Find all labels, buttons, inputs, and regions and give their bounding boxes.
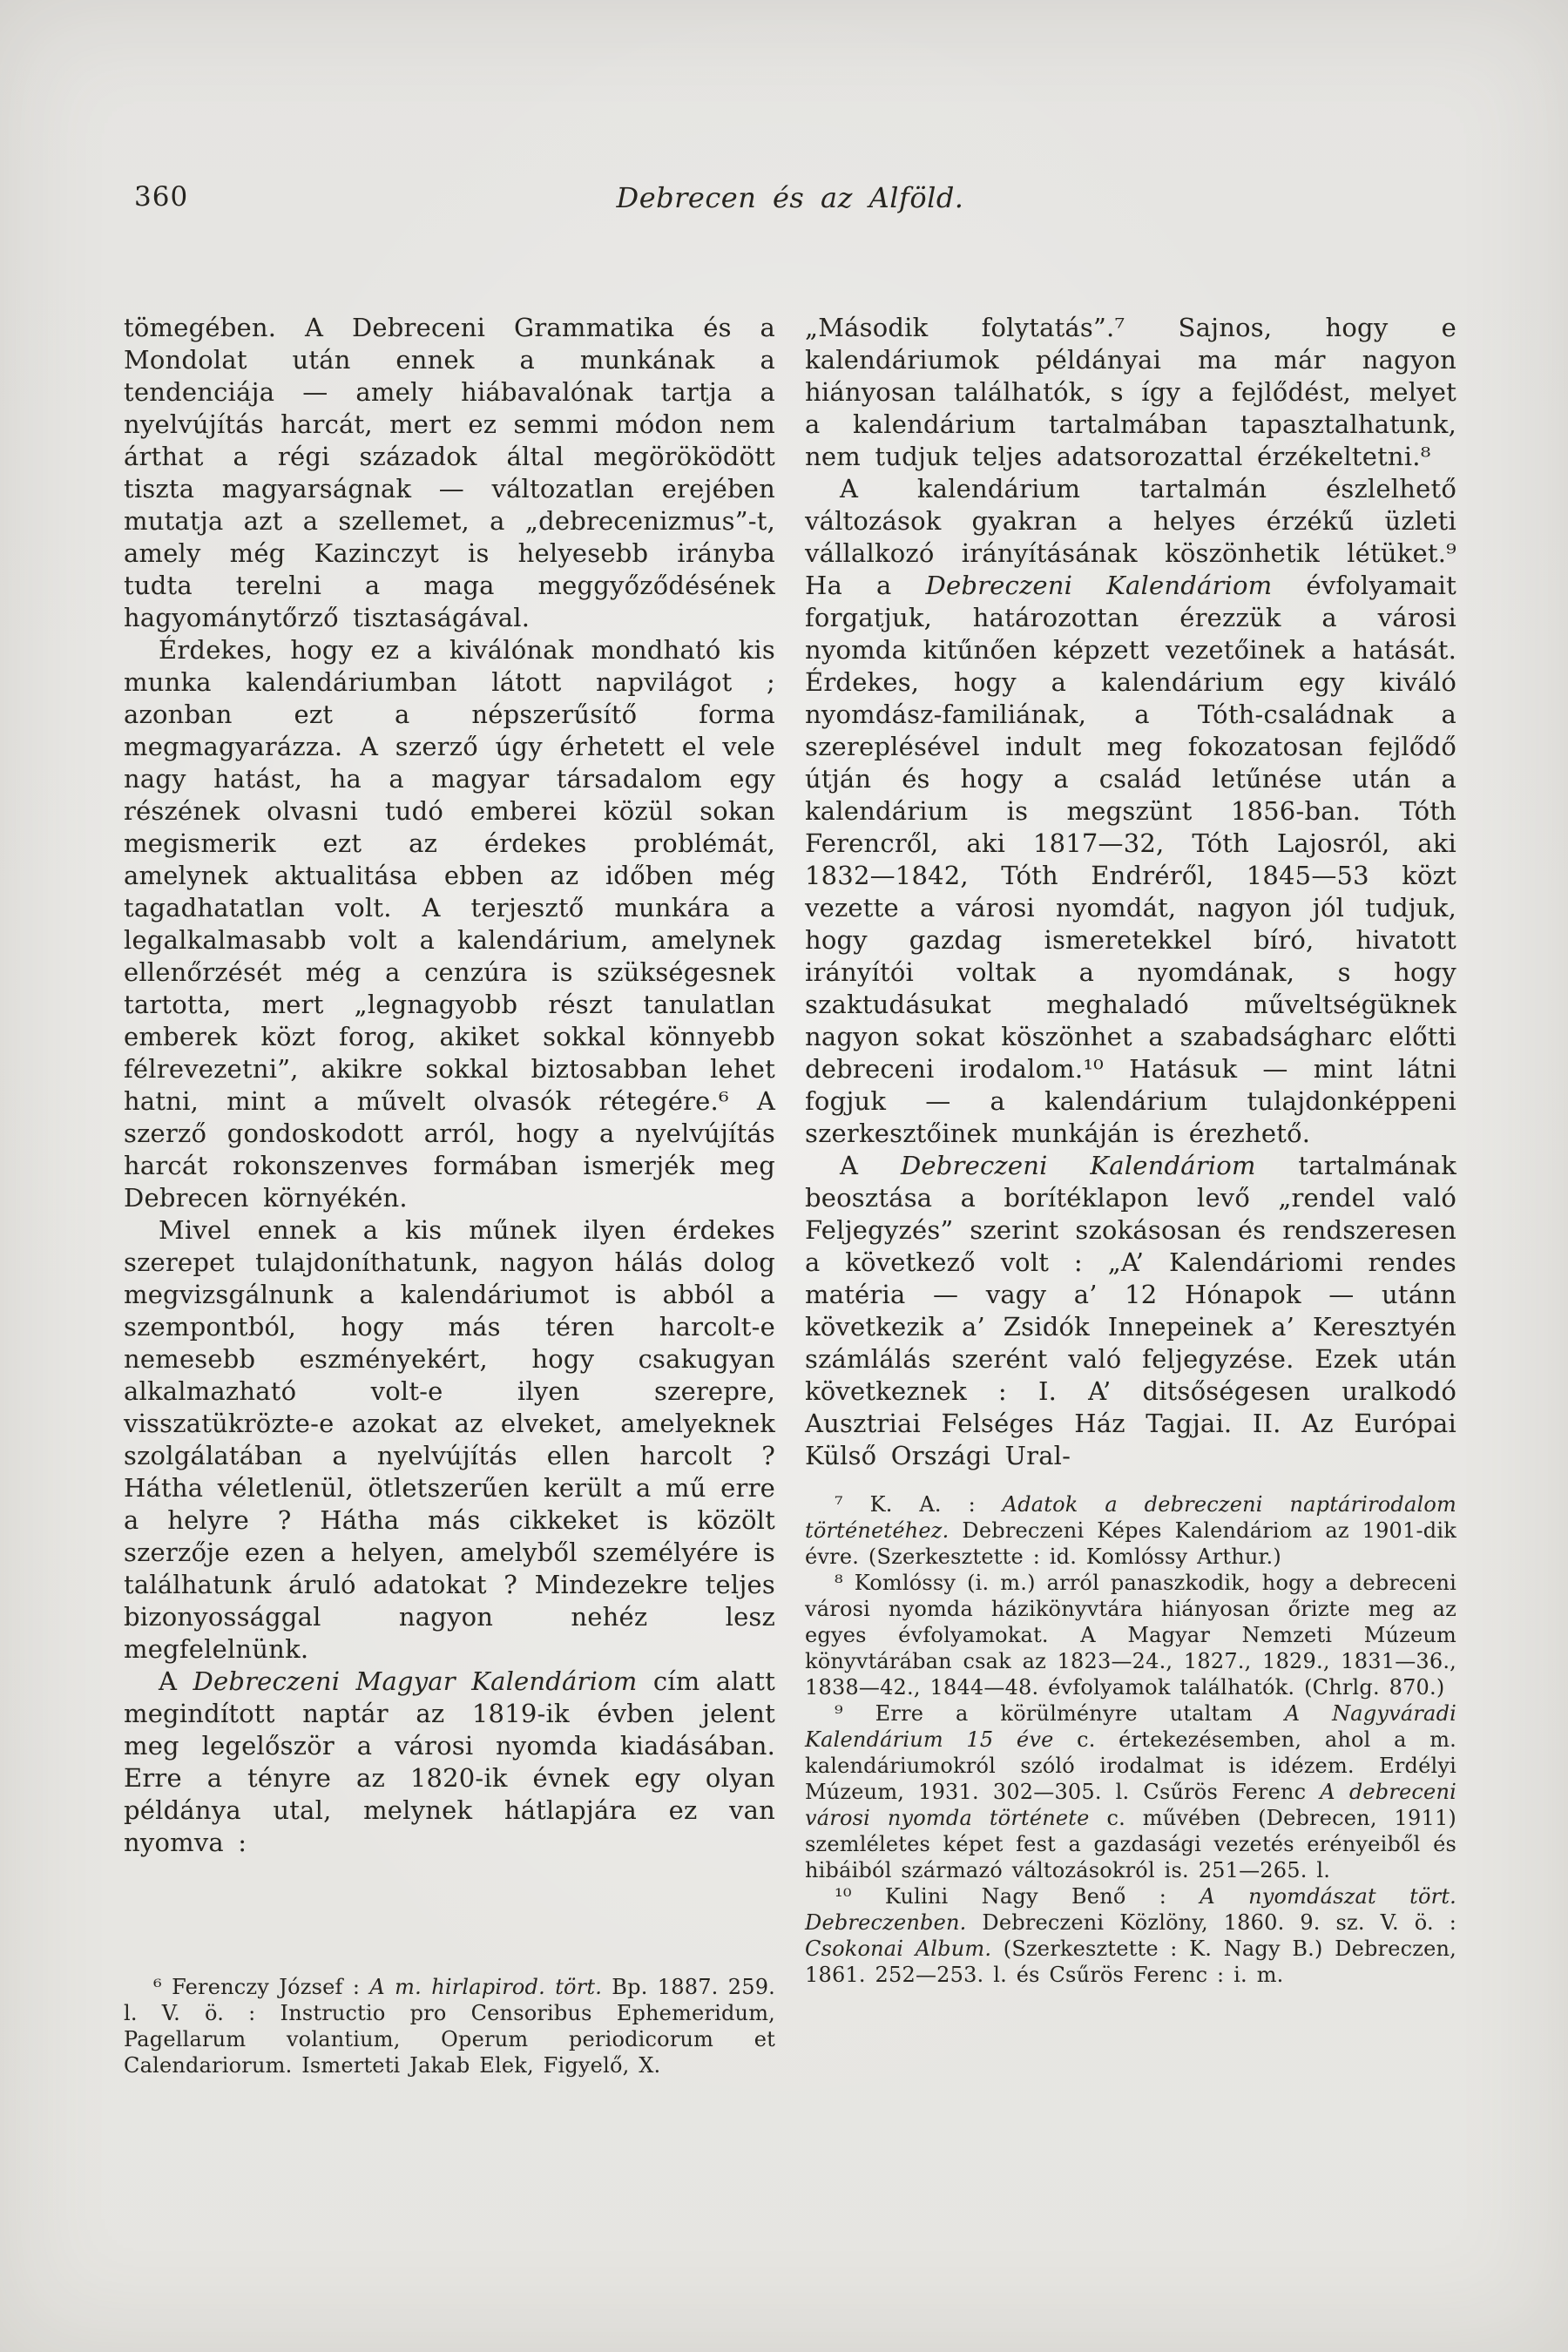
paragraph-text: tömegében. A Debreceni Grammatika és a Mondolat után ennek a munkának a tendenciája — amely hiábavalónak tartja a nyelvújítás harcát, mert ez semmi módon nem árthat a régi századok által megöröködött tiszta magyarságnak — változatlan erejében mutatja azt a szellemet, a „debrecenizmus”-t, amely még Kazinczyt is helyesebb irányba tudta terelni a maga meggyőződésének hagyománytőrző tisztaságával. (124, 313, 775, 632)
right-column-footnotes (805, 1491, 1456, 1988)
footnote-text: Bp. 1887. 259. l. V. ö. : Instructio pro Censoribus Ephemeridum, Pagellarum volantium, Operum periodicorum et Calendariorum. Ismerteti Jakab Elek, Figyelő, X. (124, 1975, 775, 2078)
paragraph-text: Mivel ennek a kis műnek ilyen érdekes szerepet tulajdoníthatunk, nagyon hálás dolog megvizsgálnunk a kalendáriumot is abból a szempontból, hogy más téren harcolt-e nemesebb eszményekért, hogy csakugyan alkalmazható volt-e ilyen szerepre, visszatükrözte-e azokat az elveket, amelyeknek szolgálatában a nyelvújítás ellen harcolt ? Hátha véletlenül, ötletszerűen került a mű erre a helyre ? Hátha más cikkeket is közölt szerzője ezen a helyen, amelyből személyére is találhatunk áruló adatokat ? Mindezekre teljes bizonyossággal nagyon nehéz lesz megfelelnünk. (124, 1215, 775, 1664)
paragraph (124, 1214, 775, 1666)
footnote-text-italic: A debreceni városi nyomda története (805, 1780, 1456, 1830)
running-title: Debrecen és az Alföld. (616, 181, 964, 214)
footnote-text: ¹⁰ Kulini Nagy Benő : (835, 1884, 1200, 1909)
paragraph (805, 473, 1456, 1150)
footnote (805, 1700, 1456, 1883)
left-column (124, 312, 775, 2078)
paragraph (124, 312, 775, 634)
paragraph-text: Érdekes, hogy ez a kiválónak mondható kis munka kalendáriumban látott napvilágot ; azonban ezt a népszerűsítő forma megmagyarázza. A szerző úgy érhetett el vele nagy hatást, ha a magyar társadalom egy részének olvasni tudó emberei közül sokan megismerik ezt az érdekes problémát, amelynek aktualitása ebben az időben még tagadhatatlan volt. A terjesztő munkára a legalkalmasabb volt a kalendárium, amelynek ellenőrzését még a cenzúra is szükségesnek tartotta, mert „legnagyobb részt tanulatlan emberek közt forog, akiket sokkal könnyebb félrevezetni”, akikre sokkal biztosabban lehet hatni, mint a művelt olvasók rétegére.⁶ A szerző gondoskodott arról, hogy a nyelvújítás harcát rokonszenves formában ismerjék meg Debrecen környékén. (124, 635, 775, 1213)
footnote (805, 1570, 1456, 1700)
footnote-text: ⁸ Komlóssy (i. m.) arról panaszkodik, hogy a debreceni városi nyomda házikönyvtára hiányosan őrizte meg az egyes évfolyamokat. A Magyar Nemzeti Múzeum könyvtárában csak az 1823—24., 1827., 1829., 1831—36., 1838—42., 1844—48. évfolyamok találhatók. (Chrlg. 870.) (805, 1571, 1456, 1700)
footnote-text: (Szerkesztette : K. Nagy B.) Debreczen, 1861. 252—253. l. és Csűrös Ferenc : i. m. (805, 1936, 1457, 1987)
footnote (805, 1491, 1456, 1570)
footnote-text: c. művében (Debrecen, 1911) szemléletes képet fest a gazdasági vezetés erényeiből és hibáiból származó változásokról is. 251—265. l. (805, 1806, 1456, 1882)
right-column-paragraphs (805, 312, 1456, 1472)
footnote-text-italic: A m. hirlapirod. tört. (369, 1975, 603, 1999)
paragraph-text-italic: Debreczeni Kalendáriom (900, 1151, 1256, 1180)
page-header (124, 181, 1456, 220)
paragraph-text: „Második folytatás”.⁷ Sajnos, hogy e kalendáriumok példányai ma már nagyon hiányosan találhatók, s így a fejlődést, melyet a kalendárium tartalmában tapasztalhatunk, nem tudjuk teljes adatsorozattal érzékeltetni.⁸ (805, 313, 1456, 471)
footnote-text: Debreczeni Képes Kalendáriom az 1901-dik évre. (Szerkesztette : id. Komlóssy Arthur.) (805, 1518, 1456, 1569)
paragraph-text: tartalmának beosztása a borítéklapon levő „rendel való Feljegyzés” szerint szokásosan és rendszeresen a következő volt : „A’ Kalendáriomi rendes matéria — vagy a’ 12 Hónapok — utánn következik a’ Zsidók Innepeinek a’ Keresztyén számlálás szerént való feljegyzése. Ezek után következnek : I. A’ ditsőségesen uralkodó Ausztriai Felséges Ház Tagjai. II. Az Európai Külső Országi Ural- (805, 1151, 1456, 1470)
paragraph (124, 1666, 775, 1859)
footnote-text: c. értekezésemben, ahol a m. kalendáriumokról szóló irodalmat is idézem. Erdélyi Múzeum, 1931. 302—305. l. Csűrös Ferenc (805, 1727, 1456, 1804)
footnote (805, 1883, 1456, 1988)
left-column-footnotes (124, 1974, 775, 2078)
paragraph-text-italic: Debreczeni Kalendáriom (925, 571, 1273, 600)
footnote-text: Debreczeni Közlöny, 1860. 9. sz. V. ö. : (966, 1910, 1456, 1935)
paragraph (805, 312, 1456, 473)
footnote-text: ⁹ Erre a körülményre utaltam (835, 1701, 1285, 1726)
paragraph-text: A kalendárium tartalmán észlelhető változások gyakran a helyes érzékű üzleti vállalkozó irányításának köszönhetik létüket.⁹ Ha a (805, 474, 1456, 600)
left-column-paragraphs (124, 312, 775, 1859)
footnote-text-italic: Csokonai Album. (805, 1936, 992, 1961)
footnote-text: ⁷ K. A. : (835, 1492, 1003, 1517)
footnote-text-italic: A Nagyváradi Kalendárium 15 éve (805, 1701, 1457, 1752)
paragraph (124, 634, 775, 1214)
footnote-text: ⁶ Ferenczy József : (153, 1975, 370, 1999)
footnote (124, 1974, 775, 2078)
paragraph (805, 1150, 1456, 1472)
paragraph-text-italic: Debreczeni Magyar Kalendáriom (193, 1666, 638, 1696)
paragraph-text: évfolyamait forgatjuk, határozottan érezzük a városi nyomda kitűnően képzett vezetőinek a hatását. Érdekes, hogy a kalendárium egy kiváló nyomdász-familiának, a Tóth-családnak a szereplésével indult meg fokozatosan fejlődő útján és hogy a család letűnése után a kalendárium is megszünt 1856-ban. Tóth Ferencről, aki 1817—32, Tóth Lajosról, aki 1832—1842, Tóth Endréről, 1845—53 közt vezette a városi nyomdát, nagyon jól tudjuk, hogy gazdag ismeretekkel bíró, hivatott irányítói voltak a nyomdának, s hogy szaktudásukat meghaladó műveltségüknek nagyon sokat köszönhet a szabadságharc előtti debreceni irodalom.¹⁰ Hatásuk — mint látni fogjuk — a kalendárium tulajdonképpeni szerkesztőinek munkáján is érezhető. (805, 571, 1456, 1148)
paragraph-text: A (159, 1666, 193, 1696)
paragraph-text: A (840, 1151, 901, 1180)
page-number: 360 (134, 181, 189, 213)
right-column (805, 312, 1456, 1988)
footnote-text-italic: A nyomdászat tört. Debreczenben. (805, 1884, 1456, 1935)
paragraph-text: cím alatt megindított naptár az 1819-ik évben jelent meg legelőször a városi nyomda kiadásában. Erre a tényre az 1820-ik évnek egy olyan példánya utal, melynek hátlapjára ez van nyomva : (124, 1666, 775, 1857)
footnote-text-italic: Adatok a debreczeni naptárirodalom történetéhez. (805, 1492, 1456, 1543)
